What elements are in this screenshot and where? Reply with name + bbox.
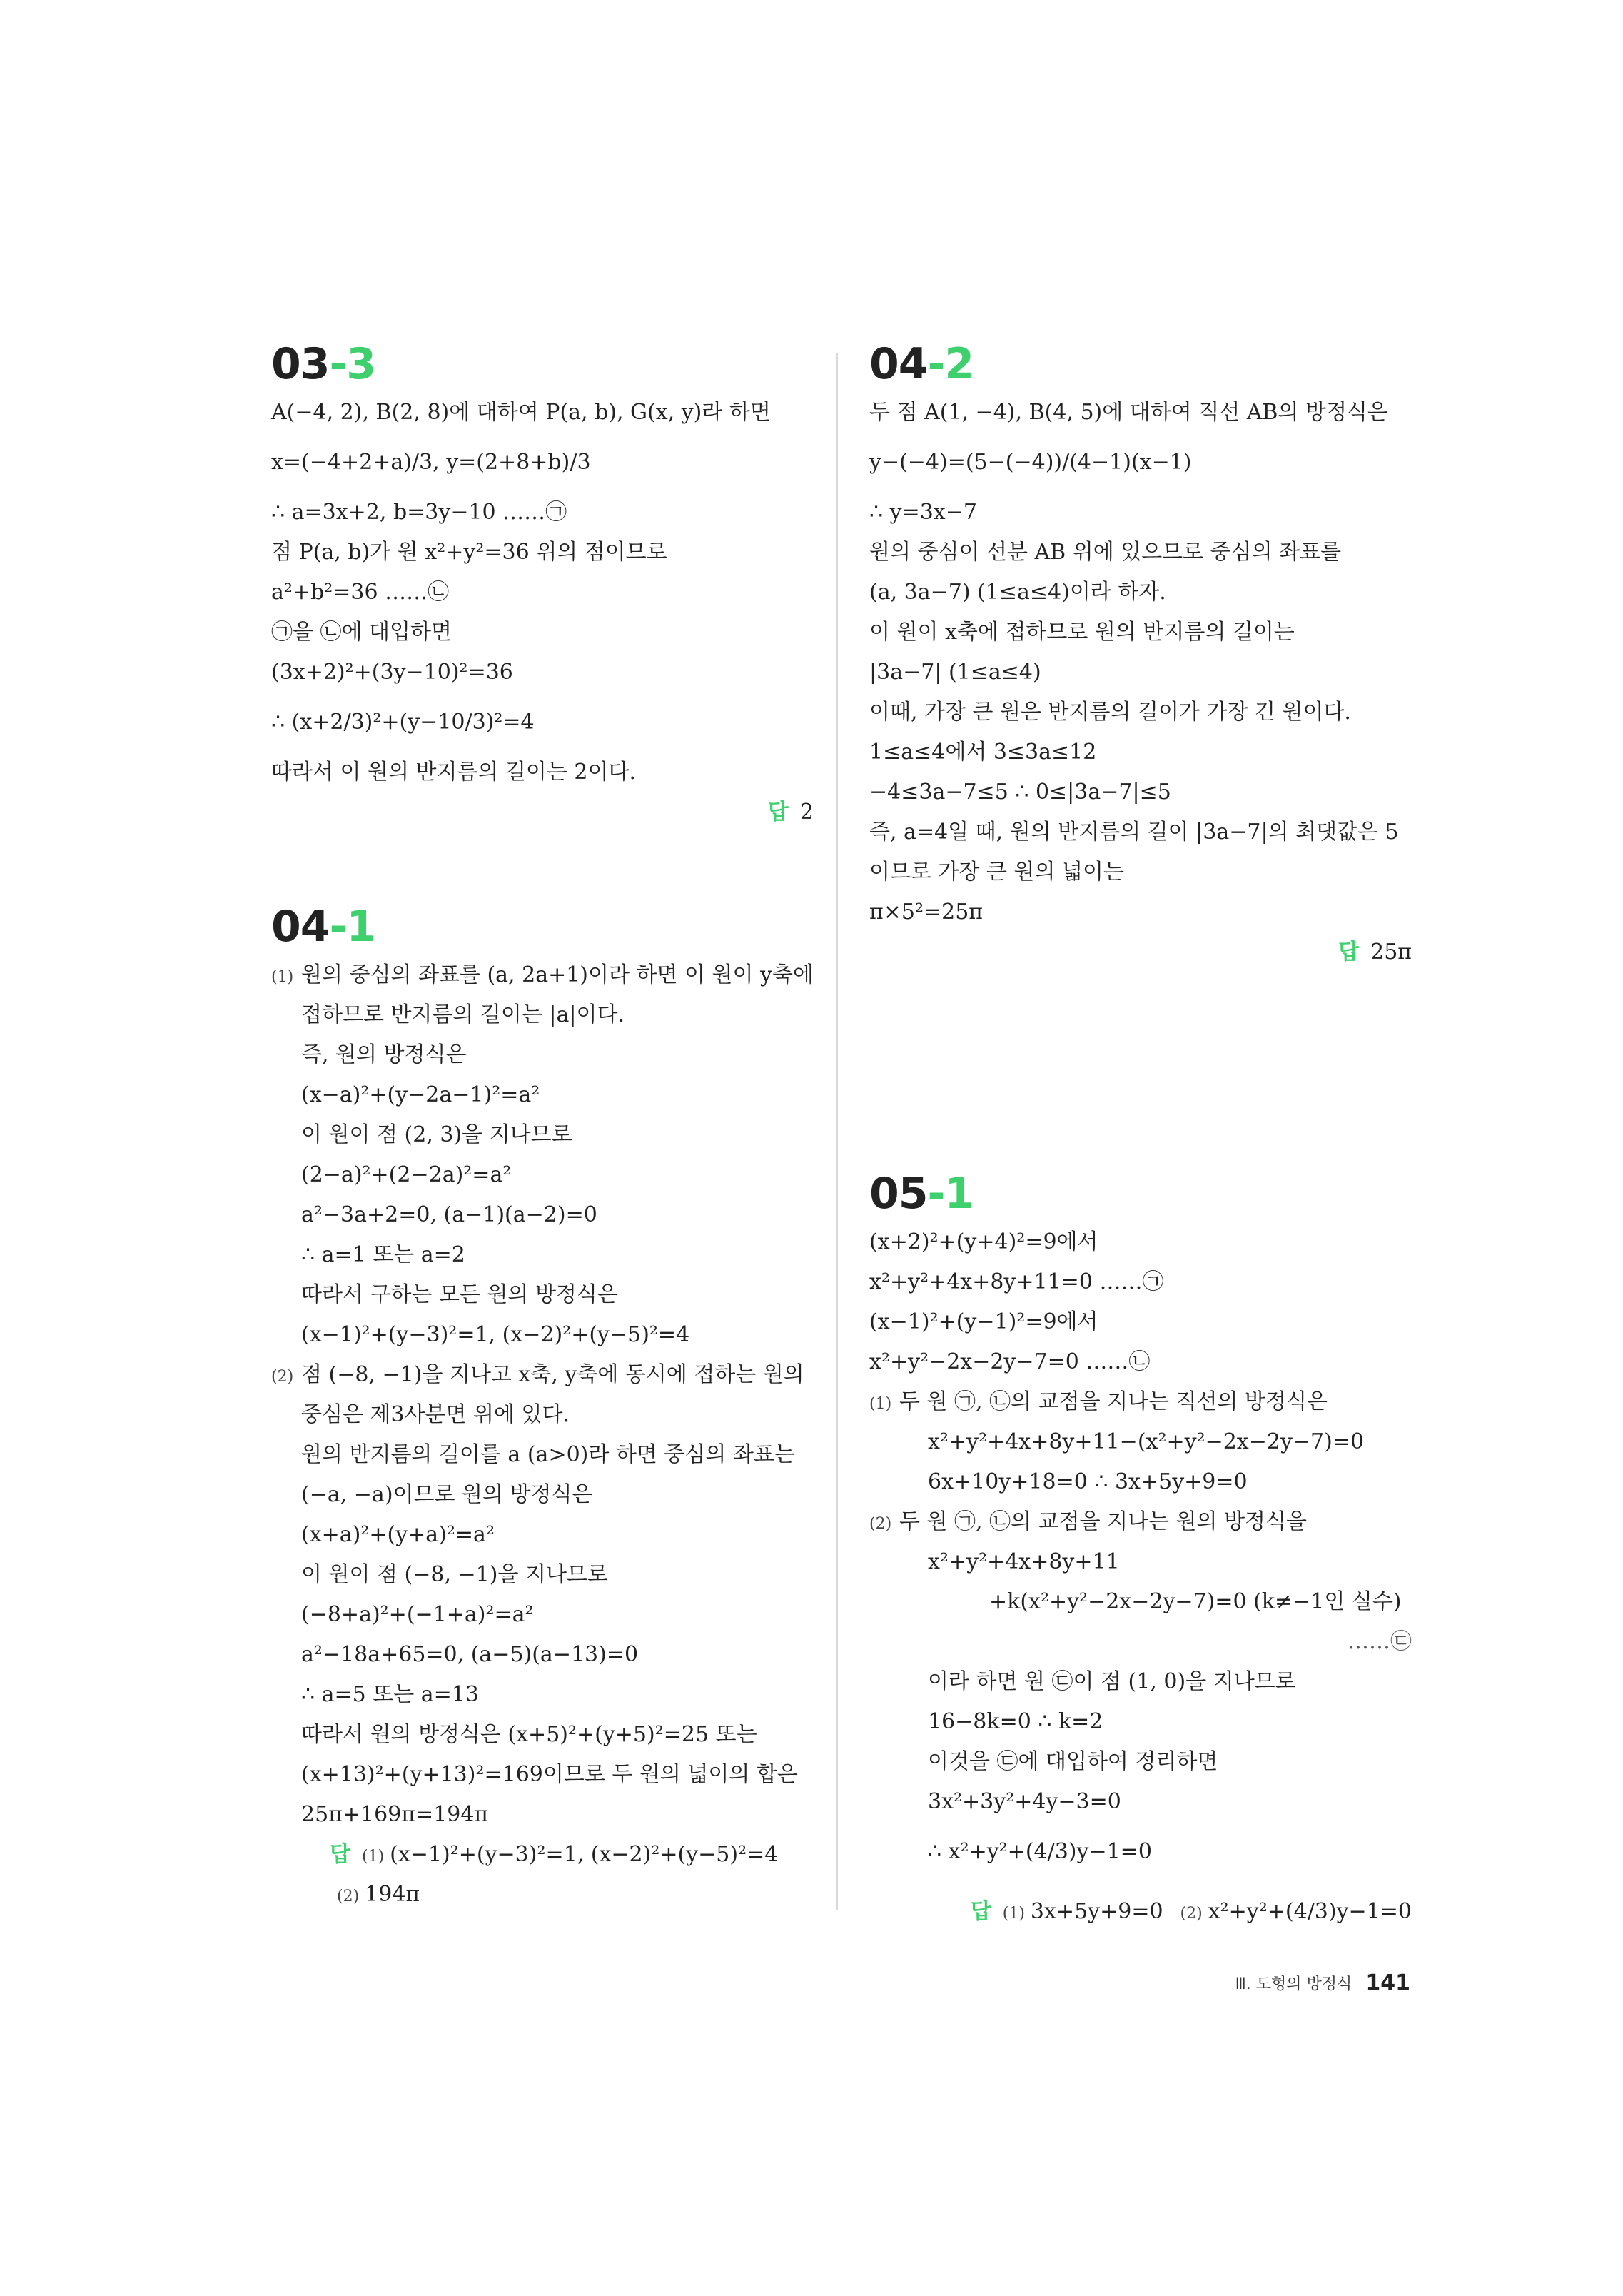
solution-line: [271, 1355, 814, 1395]
solution-line: ∴ (x+2/3)²+(y−10/3)²=4: [271, 710, 535, 735]
section-title: Ⅲ. 도형의 방정식: [1235, 1975, 1352, 1993]
solution-line: 16−8k=0 ∴ k=2: [928, 1709, 1103, 1734]
problem-heading: [271, 898, 814, 955]
solution-line: 즉, a=4일 때, 원의 반지름의 길이 |3a−7|의 최댓값은 5: [869, 820, 1399, 845]
solution-line: 6x+10y+18=0 ∴ 3x+5y+9=0: [928, 1469, 1248, 1494]
solution-line: 이라 하면 원 ㉢이 점 (1, 0)을 지나므로: [928, 1669, 1296, 1694]
problem-heading: [271, 336, 814, 393]
solution-line: x=(−4+2+a)/3, y=(2+8+b)/3: [271, 450, 591, 475]
answer-value: x²+y²+(4/3)y−1=0: [1208, 1899, 1412, 1924]
solution-line: [869, 1382, 1412, 1422]
solution-line: ∴ y=3x−7: [869, 500, 977, 525]
answer-line: [271, 792, 814, 832]
part-marker: (1): [271, 968, 294, 986]
solution-line: 접하므로 반지름의 길이는 |a|이다.: [301, 1002, 625, 1027]
right-column: [869, 336, 1412, 1942]
answer-label: 답: [767, 800, 789, 825]
solution-line: [271, 955, 814, 995]
solution-line: 이 원이 x축에 접하므로 원의 반지름의 길이는: [869, 620, 1295, 645]
answer-line: [271, 1875, 814, 1915]
solution-line: |3a−7| (1≤a≤4): [869, 660, 1041, 685]
solution-line: (x−a)²+(y−2a−1)²=a²: [301, 1082, 540, 1107]
answer-line: [869, 1882, 1412, 1942]
equation-reference: [869, 1622, 1412, 1662]
line-text: 원의 중심의 좌표를 (a, 2a+1)이라 하면 이 원이 y축에: [301, 962, 814, 987]
solution-line: 이때, 가장 큰 원은 반지름의 길이가 가장 긴 원이다.: [869, 700, 1351, 725]
solution-line: (x−1)²+(y−3)²=1, (x−2)²+(y−5)²=4: [301, 1322, 690, 1347]
solution-line: (3x+2)²+(3y−10)²=36: [271, 660, 513, 685]
solution-line: (x+2)²+(y+4)²=9에서: [869, 1229, 1098, 1254]
page-number: 141: [1365, 1970, 1410, 1995]
solution-line: 이 원이 점 (−8, −1)을 지나므로: [301, 1562, 608, 1587]
solution-line: 즉, 원의 방정식은: [301, 1042, 467, 1067]
answer-line: [869, 932, 1412, 972]
solution-line: ∴ x²+y²+(4/3)y−1=0: [928, 1839, 1152, 1864]
solution-line: −4≤3a−7≤5 ∴ 0≤|3a−7|≤5: [869, 780, 1171, 805]
solution-line: 원의 반지름의 길이를 a (a>0)라 하면 중심의 좌표는: [301, 1442, 795, 1467]
problem-heading: [869, 336, 1412, 393]
page-footer: [1235, 1970, 1410, 1995]
line-text: 두 원 ㉠, ㉡의 교점을 지나는 원의 방정식을: [899, 1509, 1307, 1534]
heading-subnumber: -2: [927, 339, 974, 389]
answer-label: 답: [330, 1842, 350, 1867]
column-divider: [836, 353, 838, 1910]
solution-line: 따라서 구하는 모든 원의 방정식은: [301, 1282, 618, 1307]
solution-line: 따라서 이 원의 반지름의 길이는 2이다.: [271, 760, 637, 785]
part-marker: (2): [869, 1515, 892, 1533]
solution-line: (−a, −a)이므로 원의 방정식은: [301, 1482, 593, 1507]
solution-line: +k(x²+y²−2x−2y−7)=0 (k≠−1인 실수): [989, 1589, 1402, 1614]
solution-line: 원의 중심이 선분 AB 위에 있으므로 중심의 좌표를: [869, 540, 1342, 565]
solution-line: (a, 3a−7) (1≤a≤4)이라 하자.: [869, 580, 1166, 605]
part-marker: (1): [1002, 1905, 1025, 1923]
left-column: [271, 336, 814, 1915]
solution-line: 중심은 제3사분면 위에 있다.: [301, 1402, 570, 1427]
solution-line: [869, 1502, 1412, 1542]
solution-line: (2−a)²+(2−2a)²=a²: [301, 1162, 512, 1187]
solution-line: ㉠을 ㉡에 대입하면: [271, 620, 452, 645]
heading-number: 05: [869, 1169, 928, 1219]
solution-line: (x−1)²+(y−1)²=9에서: [869, 1309, 1098, 1334]
answer-value: (x−1)²+(y−3)²=1, (x−2)²+(y−5)²=4: [390, 1842, 779, 1867]
solution-line: 따라서 원의 방정식은 (x+5)²+(y+5)²=25 또는: [301, 1722, 757, 1747]
part-marker: (1): [361, 1848, 385, 1866]
part-marker: (1): [869, 1395, 892, 1413]
problem-heading: [869, 1165, 1412, 1222]
solution-line: a²+b²=36 ……㉡: [271, 580, 450, 605]
solution-line: 점 P(a, b)가 원 x²+y²=36 위의 점이므로: [271, 540, 667, 565]
solution-line: π×5²=25π: [869, 900, 983, 925]
answer-value: 25π: [1370, 940, 1412, 965]
solution-line: x²+y²−2x−2y−7=0 ……㉡: [869, 1349, 1151, 1374]
solution-line: a²−18a+65=0, (a−5)(a−13)=0: [301, 1642, 639, 1667]
solution-line: 3x²+3y²+4y−3=0: [928, 1789, 1121, 1814]
equation-reference-mark: ……㉢: [1348, 1629, 1412, 1654]
heading-number: 03: [271, 339, 330, 389]
solution-line: x²+y²+4x+8y+11: [928, 1549, 1120, 1574]
heading-subnumber: -1: [927, 1169, 974, 1219]
solution-line: y−(−4)=(5−(−4))/(4−1)(x−1): [869, 450, 1192, 475]
heading-number: 04: [271, 902, 330, 952]
answer-value: 2: [799, 800, 814, 825]
answer-label: 답: [970, 1899, 991, 1924]
answer-value: 194π: [365, 1882, 420, 1907]
answer-label: 답: [1338, 940, 1360, 965]
solution-line: ∴ a=5 또는 a=13: [301, 1682, 479, 1707]
heading-number: 04: [869, 339, 928, 389]
part-marker: (2): [1180, 1905, 1203, 1923]
part-marker: (2): [337, 1888, 360, 1905]
solution-line: a²−3a+2=0, (a−1)(a−2)=0: [301, 1202, 597, 1227]
solution-line: 두 점 A(1, −4), B(4, 5)에 대하여 직선 AB의 방정식은: [869, 400, 1388, 425]
solution-line: ∴ a=1 또는 a=2: [301, 1242, 465, 1267]
line-text: 점 (−8, −1)을 지나고 x축, y축에 동시에 접하는 원의: [301, 1362, 804, 1387]
solution-line: A(−4, 2), B(2, 8)에 대하여 P(a, b), G(x, y)라 하면: [271, 400, 771, 425]
part-marker: (2): [271, 1368, 294, 1386]
solution-line: x²+y²+4x+8y+11=0 ……㉠: [869, 1269, 1164, 1294]
solution-line: 이것을 ㉢에 대입하여 정리하면: [928, 1749, 1218, 1774]
heading-subnumber: -3: [329, 339, 376, 389]
line-text: 두 원 ㉠, ㉡의 교점을 지나는 직선의 방정식은: [899, 1389, 1328, 1414]
solution-line: 이므로 가장 큰 원의 넓이는: [869, 860, 1124, 885]
solution-line: (−8+a)²+(−1+a)²=a²: [301, 1602, 534, 1627]
heading-subnumber: -1: [329, 902, 376, 952]
solution-line: 1≤a≤4에서 3≤3a≤12: [869, 740, 1097, 765]
solution-line: x²+y²+4x+8y+11−(x²+y²−2x−2y−7)=0: [928, 1429, 1365, 1454]
solution-line: ∴ a=3x+2, b=3y−10 ……㉠: [271, 500, 567, 525]
solution-line: 이 원이 점 (2, 3)을 지나므로: [301, 1122, 572, 1147]
answer-line: [271, 1835, 814, 1875]
answer-value: 3x+5y+9=0: [1030, 1899, 1163, 1924]
solution-line: (x+13)²+(y+13)²=169이므로 두 원의 넓이의 합은: [301, 1762, 798, 1787]
solution-line: 25π+169π=194π: [301, 1802, 489, 1827]
solution-line: (x+a)²+(y+a)²=a²: [301, 1522, 495, 1547]
